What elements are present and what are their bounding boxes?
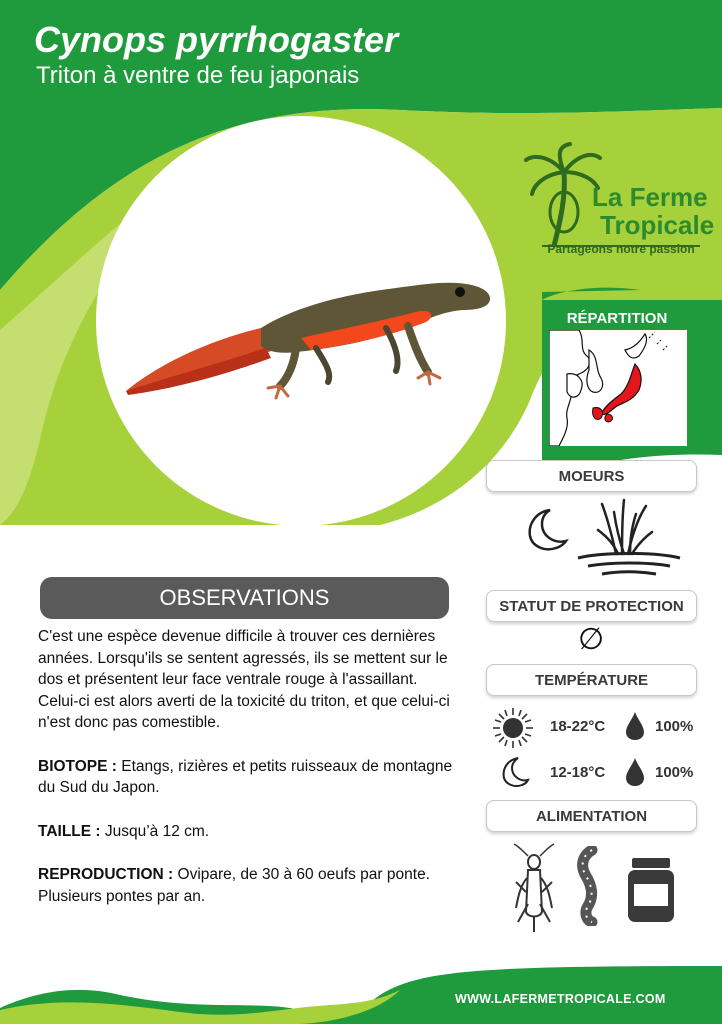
moon-night-icon xyxy=(500,756,530,788)
night-humidity: 100% xyxy=(655,764,694,781)
protection-status-header: STATUT DE PROTECTION xyxy=(486,590,697,622)
aquatic-reeds-habitat-icon xyxy=(572,496,686,578)
alimentation-header: ALIMENTATION xyxy=(486,800,697,832)
cricket-icon xyxy=(510,842,558,934)
taille-text: Jusqu’à 12 cm. xyxy=(100,822,210,840)
temperature-header: TEMPÉRATURE xyxy=(486,664,697,696)
nocturnal-moon-icon xyxy=(524,506,570,552)
protection-status-value: ∅ xyxy=(578,623,605,656)
website-url[interactable]: WWW.LAFERMETROPICALE.COM xyxy=(455,992,666,1006)
taille-label: TAILLE : xyxy=(38,822,101,840)
logo-text-line2: Tropicale xyxy=(600,210,715,240)
humidity-drop-icon xyxy=(624,710,646,742)
humidity-drop-icon xyxy=(624,756,646,788)
newt-photo xyxy=(96,116,506,526)
food-jar-icon xyxy=(626,856,676,924)
biotope-paragraph xyxy=(38,756,458,799)
repartition-title: RÉPARTITION xyxy=(566,310,668,327)
taille-paragraph xyxy=(38,821,458,843)
species-scientific-name: Cynops pyrrhogaster xyxy=(34,19,399,60)
sun-day-icon xyxy=(491,706,535,750)
species-common-name: Triton à ventre de feu japonais xyxy=(36,62,360,89)
night-temperature: 12-18°C xyxy=(550,764,606,781)
reproduction-paragraph xyxy=(38,864,458,907)
day-humidity: 100% xyxy=(655,718,694,735)
logo-tagline: Partageons notre passion xyxy=(547,242,695,256)
logo-text-line1: La Ferme xyxy=(592,182,708,212)
biotope-text: Etangs, rizières et petits ruisseaux de montagne du Sud du Japon. xyxy=(38,757,453,796)
observations-intro: C'est une espèce devenue difficile à trouver ces dernières années. Lorsqu'ils se sentent agressés, ils se mettent sur le dos et présentent leur face ventrale rouge à l'assaillant. Celui-ci est alors averti de la toxicité du triton, et que celui-ci n'est donc pas comestible. xyxy=(38,628,450,731)
worm-icon xyxy=(572,846,606,926)
biotope-label: BIOTOPE : xyxy=(38,757,117,775)
reproduction-text: Ovipare, de 30 à 60 oeufs par ponte. Plusieurs pontes par an. xyxy=(38,866,430,905)
observations-heading: OBSERVATIONS xyxy=(40,577,449,619)
day-temperature: 18-22°C xyxy=(550,718,606,735)
observations-body xyxy=(38,626,458,907)
moeurs-header: MOEURS xyxy=(486,460,697,492)
reproduction-label: REPRODUCTION : xyxy=(38,866,174,883)
distribution-map xyxy=(549,330,687,446)
